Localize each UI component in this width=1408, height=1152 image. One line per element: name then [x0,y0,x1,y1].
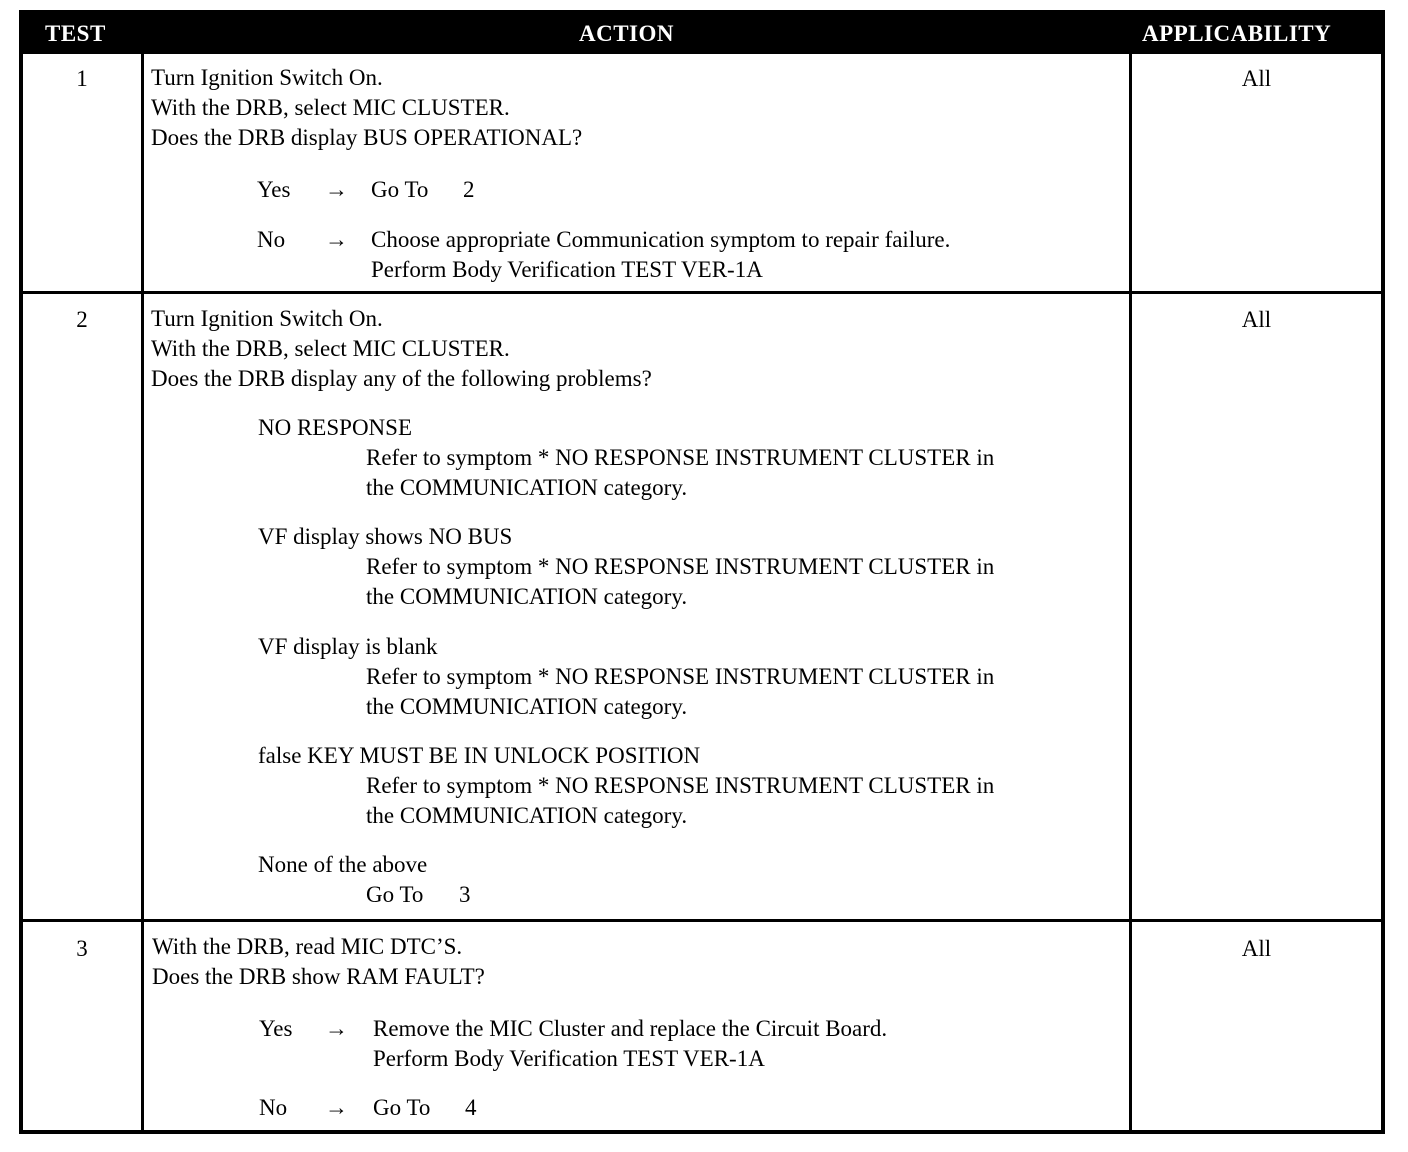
goto-number: 2 [463,177,475,202]
problem-reference: Refer to symptom * NO RESPONSE INSTRUMENT CLUSTER in [366,773,995,798]
arrow-icon: → [325,177,348,202]
problem-reference: Refer to symptom * NO RESPONSE INSTRUMENT CLUSTER in [366,664,995,689]
no-action: Perform Body Verification TEST VER-1A [371,257,763,282]
header-test: TEST [45,21,106,46]
applicability-value: All [1241,66,1272,91]
test-number: 1 [76,66,88,91]
no-label: No [257,227,286,252]
diagnostic-test-table [19,10,1385,1134]
no-action: Choose appropriate Communication symptom to repair failure. [371,227,951,252]
test-number: 3 [76,936,88,961]
problem-reference: the COMMUNICATION category. [366,803,688,828]
column-divider-applicability [1129,54,1132,1134]
yes-action: Perform Body Verification TEST VER-1A [373,1046,765,1071]
action-step: Does the DRB show RAM FAULT? [152,964,485,989]
goto-text: Go To [373,1095,431,1120]
action-step: With the DRB, select MIC CLUSTER. [151,336,510,361]
problem-reference: the COMMUNICATION category. [366,694,688,719]
header-action: ACTION [579,21,675,46]
goto-number: 4 [465,1095,477,1120]
yes-label: Yes [257,177,291,202]
no-label: No [259,1095,288,1120]
problem-title: false KEY MUST BE IN UNLOCK POSITION [258,743,701,768]
action-step: Does the DRB display any of the following problems? [151,366,652,391]
goto-text: Go To [366,882,424,907]
yes-action: Remove the MIC Cluster and replace the Circuit Board. [373,1016,888,1041]
arrow-icon: → [325,1095,348,1120]
yes-label: Yes [259,1016,293,1041]
action-step: Does the DRB display BUS OPERATIONAL? [151,125,583,150]
action-step: With the DRB, read MIC DTC’S. [152,934,463,959]
action-step: Turn Ignition Switch On. [151,306,383,331]
action-step: With the DRB, select MIC CLUSTER. [151,95,510,120]
problem-title: NO RESPONSE [258,415,413,440]
applicability-value: All [1241,307,1272,332]
action-step: Turn Ignition Switch On. [151,65,383,90]
goto-number: 3 [459,882,471,907]
problem-reference: Refer to symptom * NO RESPONSE INSTRUMENT CLUSTER in [366,445,995,470]
problem-reference: the COMMUNICATION category. [366,584,688,609]
problem-title: VF display is blank [258,634,438,659]
row-divider-1 [23,291,1381,294]
problem-title: VF display shows NO BUS [258,524,513,549]
problem-reference: the COMMUNICATION category. [366,475,688,500]
row-divider-2 [23,919,1381,922]
header-applicability: APPLICABILITY [1142,21,1332,46]
column-divider-test [141,54,144,1134]
applicability-value: All [1241,936,1272,961]
goto-text: Go To [371,177,429,202]
arrow-icon: → [325,227,348,252]
problem-title: None of the above [258,852,428,877]
problem-reference: Refer to symptom * NO RESPONSE INSTRUMENT CLUSTER in [366,554,995,579]
test-number: 2 [76,307,88,332]
table-header [23,14,1381,54]
arrow-icon: → [325,1016,348,1041]
